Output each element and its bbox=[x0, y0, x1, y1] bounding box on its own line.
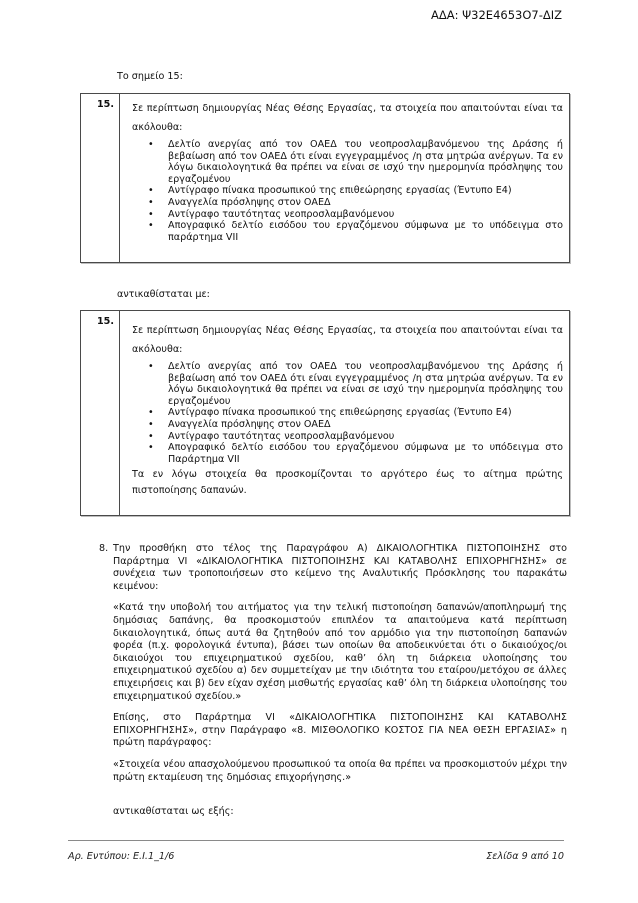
bullet-icon: • bbox=[148, 418, 154, 430]
new-point-15-box bbox=[80, 310, 570, 516]
section-paragraph: Επίσης, στο Παράρτημα VI «ΔΙΚΑΙΟΛΟΓΗΤΙΚΑ ΠΙΣΤΟΠΟΙΗΣΗΣ ΚΑΙ ΚΑΤΑΒΟΛΗΣ ΕΠΙΧΟΡΗΓΗΣΗΣ», στην Παράγραφο «8. ΜΙΣΘΟΛΟΓΙΚΟ ΚΟΣΤΟΣ ΓΙΑ ΝΕΑ ΘΕΣΗ ΕΡΓΑΣΙΑΣ» η πρώτη παράγραφος: bbox=[113, 712, 567, 749]
bullet-icon: • bbox=[148, 185, 154, 197]
bullet-icon: • bbox=[148, 407, 154, 419]
bullet-icon: • bbox=[148, 442, 154, 454]
ada-code: ΑΔΑ: Ψ32Ε4653Ο7-ΔΙΖ bbox=[430, 8, 562, 22]
list-item: • Δελτίο ανεργίας από τον ΟΑΕΔ του νεοπροσλαμβανόμενου της Δράσης ή βεβαίωση από τον ΟΑΕΔ ότι είναι εγγεγραμμένος /η στα μητρώα ανέργων. Τα εν λόγω δικαιολογητικά θα πρέπει να είναι σε ισχύ την ημερομηνία πρόσληψης του εργαζομένου bbox=[148, 139, 563, 185]
box-lead-text: Σε περίπτωση δημιουργίας Νέας Θέσης Εργασίας, τα στοιχεία που απαιτούνται είναι τα ακόλουθα: bbox=[132, 325, 563, 355]
list-item: • Αναγγελία πρόσληψης στον ΟΑΕΔ bbox=[148, 418, 331, 430]
point-number: 15. bbox=[97, 316, 114, 327]
replaced-with-label: αντικαθίσταται με: bbox=[117, 289, 210, 300]
box-content bbox=[132, 99, 563, 243]
page-number: Σελίδα 9 από 10 bbox=[486, 851, 564, 862]
requirements-list bbox=[132, 361, 563, 465]
box-number-cell bbox=[81, 94, 120, 262]
section-8 bbox=[99, 543, 567, 819]
bullet-icon: • bbox=[148, 220, 154, 232]
form-number: Αρ. Εντύπου: Ε.Ι.1_1/6 bbox=[68, 851, 175, 862]
bullet-icon: • bbox=[148, 430, 154, 442]
requirements-list bbox=[132, 139, 563, 243]
box-trailing-text: Τα εν λόγω στοιχεία θα προσκομίζονται το αργότερο έως το αίτημα πρώτης πιστοποίησης δαπανών. bbox=[132, 469, 563, 497]
bullet-icon: • bbox=[148, 139, 154, 150]
list-item: • Απογραφικό δελτίο εισόδου του εργαζόμενου σύμφωνα με το υπόδειγμα στο παράρτημα VII bbox=[148, 220, 563, 243]
box-lead-text: Σε περίπτωση δημιουργίας Νέας Θέσης Εργασίας, τα στοιχεία που απαιτούνται είναι τα ακόλουθα: bbox=[132, 103, 563, 133]
point-number: 15. bbox=[97, 99, 114, 110]
original-point-15-box bbox=[80, 93, 570, 263]
section-number: 8. bbox=[99, 543, 109, 554]
list-item: • Αντίγραφο ταυτότητας νεοπροσλαμβανόμενου bbox=[148, 208, 395, 220]
bullet-icon: • bbox=[148, 196, 154, 208]
box-content bbox=[132, 321, 563, 499]
quoted-paragraph: «Στοιχεία νέου απασχολούμενου προσωπικού τα οποία θα πρέπει να προσκομιστούν μέχρι την πρώτη εκταμίευση της δημόσιας επιχορήγησης.» bbox=[113, 758, 567, 783]
list-item: • Δελτίο ανεργίας από τον ΟΑΕΔ του νεοπροσλαμβανόμενου της Δράσης ή βεβαίωση από τον ΟΑΕΔ ότι είναι εγγεγραμμένος /η στα μητρώα ανέργων. Τα εν λόγω δικαιολογητικά θα πρέπει να είναι σε ισχύ την ημερομηνία πρόσληψης του εργαζομένου bbox=[148, 361, 563, 407]
point-15-label: Το σημείο 15: bbox=[117, 71, 183, 82]
list-item: • Αναγγελία πρόσληψης στον ΟΑΕΔ bbox=[148, 196, 331, 208]
section-paragraph: Την προσθήκη στο τέλος της Παραγράφου Α) ΔΙΚΑΙΟΛΟΓΗΤΙΚΑ ΠΙΣΤΟΠΟΙΗΣΗΣ στο Παράρτημα VI «ΔΙΚΑΙΟΛΟΓΗΤΙΚΑ ΠΙΣΤΟΠΟΙΗΣΗΣ ΚΑΙ ΚΑΤΑΒΟΛΗΣ ΕΠΙΧΟΡΗΓΗΣΗΣ» σε συνέχεια των τροποποιήσεων στο κείμενο της Αναλυτικής Πρόσκλησης του παρακάτω κειμένου: bbox=[113, 543, 567, 592]
list-item: • Αντίγραφο πίνακα προσωπικού της επιθεώρησης εργασίας (Έντυπο Ε4) bbox=[148, 407, 512, 419]
box-number-cell bbox=[81, 311, 120, 515]
bullet-icon: • bbox=[148, 361, 154, 372]
bullet-icon: • bbox=[148, 208, 154, 220]
page-footer bbox=[68, 840, 564, 862]
list-item: • Αντίγραφο πίνακα προσωπικού της επιθεώρησης εργασίας (Έντυπο Ε4) bbox=[148, 185, 512, 197]
list-item: • Απογραφικό δελτίο εισόδου του εργαζόμενου σύμφωνα με το υπόδειγμα στο Παράρτημα VII bbox=[148, 442, 563, 465]
replaced-as-follows-label: αντικαθίσταται ως εξής: bbox=[113, 806, 234, 818]
list-item: • Αντίγραφο ταυτότητας νεοπροσλαμβανόμενου bbox=[148, 430, 395, 442]
quoted-paragraph: «Κατά την υποβολή του αιτήματος για την τελική πιστοποίηση δαπανών/αποπληρωμή της δημόσιας δαπάνης, θα προσκομιστούν επιπλέον τα απαιτούμενα κατά περίπτωση δικαιολογητικά, όπως αυτά θα ζητηθούν από τον αρμόδιο για την πιστοποίηση δαπανών φορέα (π.χ. φορολογικά έντυπα), βάσει των οποίων θα αποδεικνύεται ότι ο δικαιούχος/οι δικαιούχοι του επιχειρηματικού σχεδίου, καθ’ όλη τη διάρκεια υλοποίησης του επιχειρηματικού σχεδίου α) δεν συμμετείχαν με την ιδιότητα του εταίρου/μετόχου σε άλλες επιχειρήσεις και β) δεν είχαν σχέση μισθωτής εργασίας καθ’ όλη τη διάρκεια υλοποίησης του επιχειρηματικού σχεδίου.» bbox=[113, 602, 567, 702]
